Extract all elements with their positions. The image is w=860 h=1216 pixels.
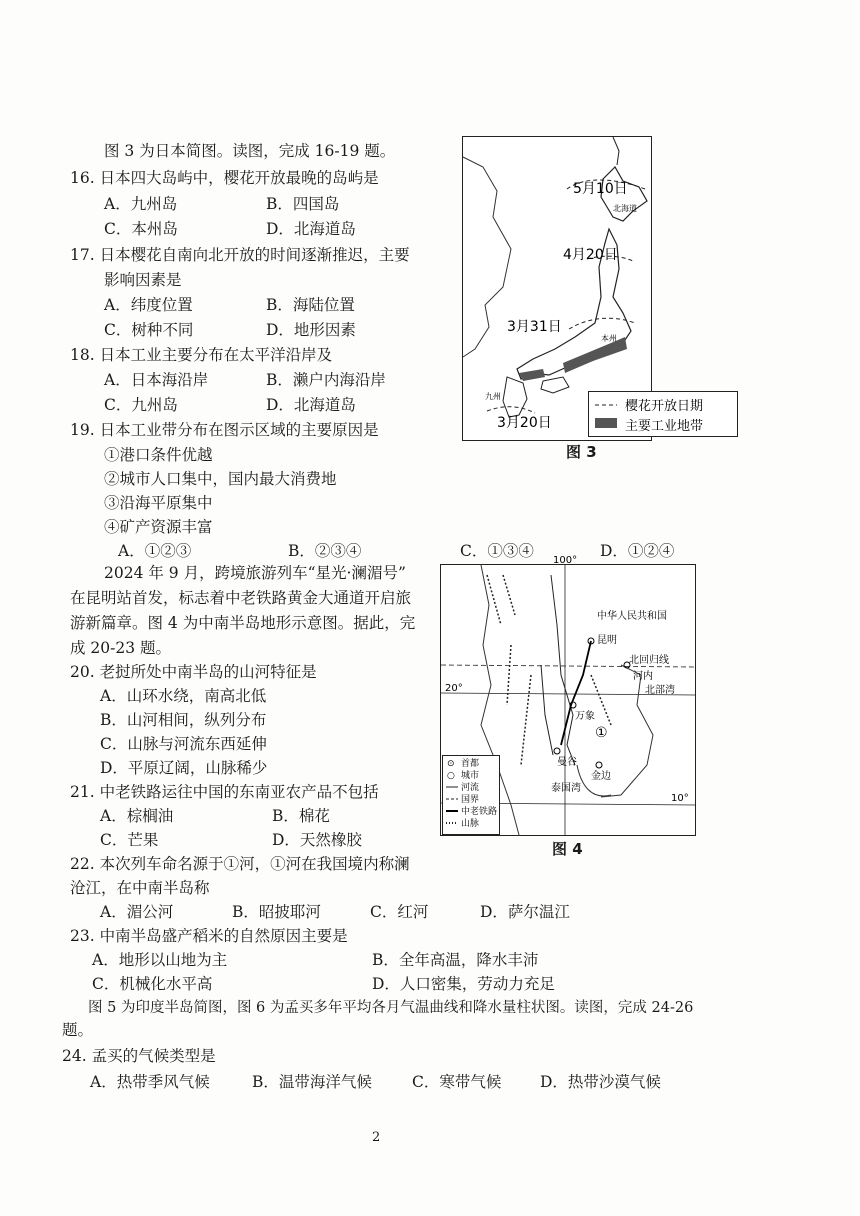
q16-option-b: B．四国岛 — [266, 195, 340, 213]
legend-mountain: 山脉 — [461, 819, 480, 829]
q23-option-d: D．人口密集，劳动力充足 — [372, 975, 555, 993]
label-mar31: 3月31日 — [507, 319, 562, 335]
q18-stem: 18. 日本工业主要分布在太平洋沿岸及 — [70, 346, 333, 364]
legend-border: 国界 — [461, 795, 480, 805]
label-mar20: 3月20日 — [497, 415, 552, 431]
q22-option-b: B．昭披耶河 — [232, 903, 321, 921]
label-bangkok: 曼谷 — [557, 757, 577, 768]
q18-option-a: A．日本海沿岸 — [104, 371, 209, 389]
q19-option-a: A．①②③ — [118, 542, 192, 560]
q23-option-b: B．全年高温，降水丰沛 — [372, 951, 539, 969]
q17-stem-cont: 影响因素是 — [104, 271, 182, 289]
q19-statement-3: ③沿海平原集中 — [104, 494, 213, 512]
q24-option-b: B．温带海洋气候 — [252, 1073, 372, 1091]
isoline-mar31 — [569, 318, 635, 329]
q16-option-a: A．九州岛 — [104, 195, 178, 213]
q19-option-b: B．②③④ — [288, 542, 362, 560]
legend-bloom-date: 樱花开放日期 — [625, 399, 704, 414]
q22-stem: 22. 本次列车命名源于①河，①河在我国境内称澜 — [70, 855, 410, 873]
sakhalin-island — [613, 137, 619, 165]
fig3-caption: 图 3 — [566, 443, 597, 461]
q21-option-c: C．芒果 — [100, 831, 159, 849]
intro2-line4: 成 20-23 题。 — [70, 639, 172, 657]
label-river-1: ① — [595, 725, 608, 741]
q24-option-c: C．寒带气候 — [412, 1073, 502, 1091]
q21-stem: 21. 中老铁路运往中国的东南亚农产品不包括 — [70, 783, 379, 801]
q22-option-a: A．湄公河 — [100, 903, 174, 921]
label-hokkaido: 北海道 — [613, 204, 637, 213]
q22-option-d: D．萨尔温江 — [480, 903, 570, 921]
label-lat20: 20° — [445, 683, 463, 694]
label-may10: 5月10日 — [573, 181, 628, 197]
legend-river: 河流 — [461, 783, 480, 793]
label-lat10: 10° — [671, 793, 689, 804]
q20-option-a: A．山环水绕，南高北低 — [100, 687, 267, 705]
shikoku-island — [541, 377, 569, 393]
q19-statement-1: ①港口条件优越 — [104, 446, 213, 464]
capital-bangkok-icon — [554, 748, 560, 754]
intro2-line2: 在昆明站首发，标志着中老铁路黄金大通道开启旅 — [70, 589, 412, 607]
mainland-coast — [463, 157, 511, 357]
fig4-legend — [442, 755, 500, 835]
industrial-belt — [563, 337, 627, 373]
q20-stem: 20. 老挝所处中南半岛的山河特征是 — [70, 663, 317, 681]
label-tropic: 北回归线 — [629, 655, 669, 666]
q17-stem: 17. 日本樱花自南向北开放的时间逐渐推迟，主要 — [70, 246, 410, 264]
label-hanoi: 河内 — [633, 671, 653, 682]
industrial-belt-west — [519, 369, 545, 381]
q16-stem: 16. 日本四大岛屿中，樱花开放最晚的岛屿是 — [70, 169, 379, 187]
q18-option-d: D．北海道岛 — [266, 396, 356, 414]
label-vientiane: 万象 — [575, 711, 595, 722]
fig4-legend-svg — [443, 756, 499, 834]
q17-option-d: D．地形因素 — [266, 321, 356, 339]
q18-option-c: C．九州岛 — [104, 396, 178, 414]
legend-capital: 首都 — [461, 759, 480, 769]
q19-stem: 19. 日本工业带分布在图示区域的主要原因是 — [70, 421, 379, 439]
fig3-legend-svg — [589, 392, 737, 436]
label-china: 中华人民共和国 — [597, 611, 667, 622]
intro-fig3: 图 3 为日本简图。读图，完成 16-19 题。 — [104, 142, 396, 160]
q21-option-b: B．棉花 — [272, 807, 330, 825]
q17-option-b: B．海陆位置 — [266, 296, 355, 314]
legend-capital-icon: ⊙ — [447, 759, 455, 769]
china-laos-railway — [561, 641, 591, 745]
label-honshu: 本州 — [601, 334, 617, 343]
q21-option-d: D．天然橡胶 — [272, 831, 362, 849]
legend-industrial-belt: 主要工业地带 — [625, 419, 704, 434]
q18-option-b: B．濑户内海沿岸 — [266, 371, 386, 389]
intro-fig5-6-cont: 题。 — [62, 1021, 94, 1039]
q19-statement-2: ②城市人口集中，国内最大消费地 — [104, 470, 337, 488]
intro2-line3: 游新篇章。图 4 为中南半岛地形示意图。据此，完 — [70, 614, 416, 632]
q24-option-a: A．热带季风气候 — [90, 1073, 210, 1091]
q22-stem-cont: 沧江，在中南半岛称 — [70, 879, 210, 897]
q24-option-d: D．热带沙漠气候 — [540, 1073, 661, 1091]
q20-option-b: B．山河相间，纵列分布 — [100, 711, 267, 729]
label-lon100: 100° — [553, 555, 578, 566]
label-apr20: 4月20日 — [563, 247, 618, 263]
q17-option-a: A．纬度位置 — [104, 296, 193, 314]
legend-railway: 中老铁路 — [461, 807, 498, 817]
q20-option-d: D．平原辽阔，山脉稀少 — [100, 759, 268, 777]
label-gulf-thailand: 泰国湾 — [551, 783, 581, 794]
fig4-caption: 图 4 — [552, 840, 583, 858]
q19-statement-4: ④矿产资源丰富 — [104, 518, 213, 536]
q19-option-c: C．①③④ — [460, 542, 534, 560]
legend-city: 城市 — [461, 771, 480, 781]
q23-option-a: A．地形以山地为主 — [92, 951, 228, 969]
page-number: 2 — [372, 1130, 381, 1145]
legend-hatch-icon — [595, 418, 617, 428]
label-kyushu: 九州 — [485, 392, 501, 401]
q16-option-c: C．本州岛 — [104, 220, 178, 238]
intro-fig5-6: 图 5 为印度半岛简图，图 6 为孟买多年平均各月气温曲线和降水量柱状图。读图，完成 24-26 — [88, 1000, 694, 1016]
q20-option-c: C．山脉与河流东西延伸 — [100, 735, 267, 753]
river-chao-phraya — [541, 665, 553, 755]
q23-option-c: C．机械化水平高 — [92, 975, 213, 993]
q17-option-c: C．树种不同 — [104, 321, 194, 339]
label-kunming: 昆明 — [597, 635, 617, 646]
isoline-mar20 — [487, 407, 535, 413]
label-gulf-tonkin: 北部湾 — [645, 685, 675, 696]
q22-option-c: C．红河 — [370, 903, 429, 921]
fig3-legend — [588, 391, 738, 437]
q19-option-d: D．①②④ — [600, 542, 675, 560]
q21-option-a: A．棕榈油 — [100, 807, 174, 825]
kyushu-island — [503, 377, 527, 417]
q16-option-d: D．北海道岛 — [266, 220, 356, 238]
capital-phnompenh-icon — [596, 762, 602, 768]
q23-stem: 23. 中南半岛盛产稻米的自然原因主要是 — [70, 927, 348, 945]
q24-stem: 24. 孟买的气候类型是 — [62, 1047, 216, 1065]
label-phnompenh: 金边 — [591, 771, 611, 782]
legend-city-icon: ○ — [447, 771, 455, 781]
intro2-line1: 2024 年 9 月，跨境旅游列车“星光·澜湄号” — [104, 564, 406, 582]
